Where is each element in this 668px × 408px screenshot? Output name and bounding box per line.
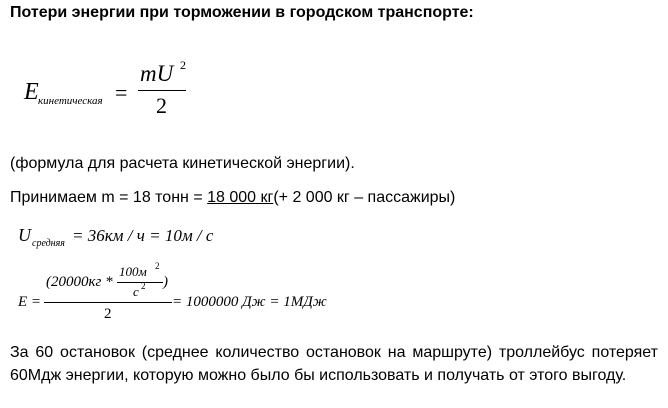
mass-underlined-value: 18 000 кг <box>207 189 274 206</box>
mass-line <box>10 189 455 207</box>
formula3-inner-numerator: 100м <box>119 264 147 279</box>
formula1-lhs: E <box>24 79 39 105</box>
formula3-fraction-bar <box>44 302 172 303</box>
page-title: Потери энергии при торможении в городском транспорте: <box>10 4 474 21</box>
formula2-lhs-subscript: средняя <box>32 238 65 249</box>
formula3-denominator: 2 <box>104 306 112 322</box>
formula3-lhs: E = <box>18 294 42 310</box>
formula3-inner-denominator: с <box>133 284 139 299</box>
formula-caption: (формула для расчета кинетической энергии). <box>10 155 355 172</box>
formula3-numerator-close: ) <box>163 274 168 290</box>
formula3-inner-numerator-exponent: 2 <box>155 261 160 271</box>
formula2-rhs: = 36км / ч = 10м / с <box>72 226 214 245</box>
formula1-fraction-bar <box>138 90 186 91</box>
formula1-numerator: mU <box>140 61 174 86</box>
formula1-lhs-subscript: кинетическая <box>38 95 103 107</box>
formula3-inner-denominator-exponent: 2 <box>141 281 146 291</box>
mass-prefix: Принимаем m = 18 тонн = <box>10 189 208 206</box>
formula2-lhs: U <box>18 225 31 245</box>
conclusion-paragraph: За 60 остановок (среднее количество остановок на маршруте) троллейбус потеряет 60Мдж энергии, которую можно было бы использовать и получать от этого выгоду. <box>10 344 658 384</box>
formula1-numerator-exponent: 2 <box>180 58 186 72</box>
formula3-result: = 1000000 Дж = 1МДж <box>172 294 327 310</box>
formula3-inner-fraction-bar <box>117 282 163 283</box>
mass-suffix: (+ 2 000 кг – пассажиры) <box>273 189 456 206</box>
formula1-equals: = <box>115 80 128 105</box>
formula3-numerator-open: (20000кг * <box>46 274 113 290</box>
formula1-denominator: 2 <box>156 93 167 118</box>
